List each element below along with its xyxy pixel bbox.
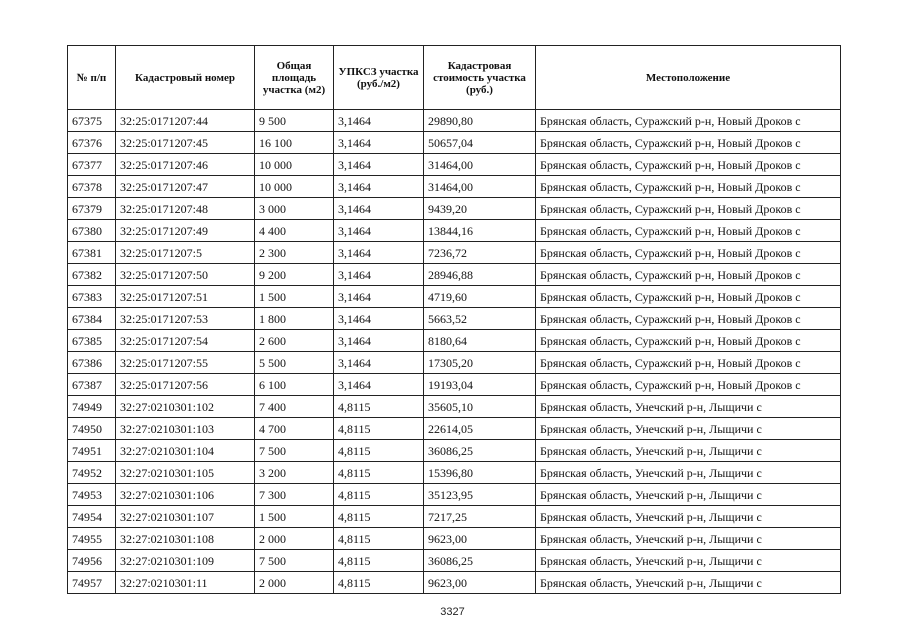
cell-cadastral-number: 32:27:0210301:108 — [116, 528, 255, 550]
cell-area: 10 000 — [255, 176, 334, 198]
cell-cadastral-number: 32:27:0210301:106 — [116, 484, 255, 506]
cell-row-number: 74956 — [68, 550, 116, 572]
cell-cadastral-number: 32:25:0171207:47 — [116, 176, 255, 198]
cell-upksz: 3,1464 — [334, 330, 424, 352]
cell-cadastral-value: 35123,95 — [424, 484, 536, 506]
cell-cadastral-number: 32:25:0171207:56 — [116, 374, 255, 396]
cell-location: Брянская область, Суражский р-н, Новый Дроков с — [536, 286, 841, 308]
cell-upksz: 4,8115 — [334, 528, 424, 550]
cell-row-number: 67375 — [68, 110, 116, 132]
header-location: Местоположение — [536, 46, 841, 110]
cell-cadastral-number: 32:25:0171207:49 — [116, 220, 255, 242]
table-row — [68, 110, 841, 132]
cell-cadastral-number: 32:25:0171207:44 — [116, 110, 255, 132]
cell-location: Брянская область, Суражский р-н, Новый Дроков с — [536, 110, 841, 132]
cell-area: 7 400 — [255, 396, 334, 418]
cell-row-number: 67385 — [68, 330, 116, 352]
cell-area: 6 100 — [255, 374, 334, 396]
cell-cadastral-value: 13844,16 — [424, 220, 536, 242]
cell-location: Брянская область, Суражский р-н, Новый Дроков с — [536, 220, 841, 242]
page-number: 3327 — [440, 606, 465, 618]
cell-cadastral-value: 50657,04 — [424, 132, 536, 154]
cell-location: Брянская область, Унечский р-н, Лыщичи с — [536, 462, 841, 484]
cell-location: Брянская область, Суражский р-н, Новый Дроков с — [536, 198, 841, 220]
cell-cadastral-value: 9623,00 — [424, 572, 536, 594]
cell-upksz: 4,8115 — [334, 506, 424, 528]
table-row — [68, 308, 841, 330]
cell-row-number: 74952 — [68, 462, 116, 484]
cell-upksz: 3,1464 — [334, 154, 424, 176]
cell-location: Брянская область, Суражский р-н, Новый Дроков с — [536, 242, 841, 264]
cell-cadastral-number: 32:25:0171207:5 — [116, 242, 255, 264]
header-area: Общая площадь участка (м2) — [255, 46, 334, 110]
cell-upksz: 3,1464 — [334, 176, 424, 198]
table-row — [68, 352, 841, 374]
cell-upksz: 4,8115 — [334, 572, 424, 594]
cell-area: 1 500 — [255, 286, 334, 308]
cell-location: Брянская область, Унечский р-н, Лыщичи с — [536, 484, 841, 506]
cell-cadastral-number: 32:27:0210301:104 — [116, 440, 255, 462]
cell-row-number: 74951 — [68, 440, 116, 462]
table-row — [68, 374, 841, 396]
cell-area: 9 200 — [255, 264, 334, 286]
cell-cadastral-number: 32:25:0171207:54 — [116, 330, 255, 352]
cell-area: 1 800 — [255, 308, 334, 330]
cell-upksz: 3,1464 — [334, 242, 424, 264]
table-row — [68, 176, 841, 198]
cell-row-number: 74953 — [68, 484, 116, 506]
cell-area: 4 700 — [255, 418, 334, 440]
table-row — [68, 528, 841, 550]
table-row — [68, 154, 841, 176]
cell-location: Брянская область, Суражский р-н, Новый Дроков с — [536, 330, 841, 352]
cell-location: Брянская область, Суражский р-н, Новый Дроков с — [536, 308, 841, 330]
cell-cadastral-number: 32:25:0171207:48 — [116, 198, 255, 220]
cell-cadastral-value: 19193,04 — [424, 374, 536, 396]
cell-row-number: 67382 — [68, 264, 116, 286]
cell-location: Брянская область, Унечский р-н, Лыщичи с — [536, 418, 841, 440]
cell-location: Брянская область, Суражский р-н, Новый Дроков с — [536, 176, 841, 198]
cell-cadastral-value: 7217,25 — [424, 506, 536, 528]
cell-cadastral-number: 32:25:0171207:51 — [116, 286, 255, 308]
table-row — [68, 396, 841, 418]
cell-location: Брянская область, Суражский р-н, Новый Дроков с — [536, 264, 841, 286]
cell-cadastral-value: 15396,80 — [424, 462, 536, 484]
cell-location: Брянская область, Суражский р-н, Новый Дроков с — [536, 132, 841, 154]
cell-cadastral-number: 32:25:0171207:55 — [116, 352, 255, 374]
cell-upksz: 4,8115 — [334, 550, 424, 572]
cell-row-number: 67376 — [68, 132, 116, 154]
cell-cadastral-number: 32:27:0210301:109 — [116, 550, 255, 572]
cadastral-table — [67, 45, 841, 594]
cell-cadastral-value: 9623,00 — [424, 528, 536, 550]
cell-upksz: 3,1464 — [334, 264, 424, 286]
cell-row-number: 74949 — [68, 396, 116, 418]
table-row — [68, 264, 841, 286]
cell-upksz: 3,1464 — [334, 374, 424, 396]
cell-row-number: 67383 — [68, 286, 116, 308]
cell-location: Брянская область, Унечский р-н, Лыщичи с — [536, 572, 841, 594]
cell-area: 1 500 — [255, 506, 334, 528]
cell-upksz: 3,1464 — [334, 286, 424, 308]
cell-row-number: 67377 — [68, 154, 116, 176]
cell-row-number: 74954 — [68, 506, 116, 528]
cell-location: Брянская область, Унечский р-н, Лыщичи с — [536, 440, 841, 462]
header-cadastral-number: Кадастровый номер — [116, 46, 255, 110]
table-body — [68, 110, 841, 594]
cell-row-number: 67387 — [68, 374, 116, 396]
cell-cadastral-value: 35605,10 — [424, 396, 536, 418]
cell-location: Брянская область, Суражский р-н, Новый Дроков с — [536, 154, 841, 176]
cell-row-number: 67386 — [68, 352, 116, 374]
cell-cadastral-value: 17305,20 — [424, 352, 536, 374]
cell-upksz: 4,8115 — [334, 418, 424, 440]
cell-cadastral-number: 32:27:0210301:107 — [116, 506, 255, 528]
cell-row-number: 67380 — [68, 220, 116, 242]
cell-area: 2 300 — [255, 242, 334, 264]
cell-location: Брянская область, Унечский р-н, Лыщичи с — [536, 506, 841, 528]
cell-row-number: 74957 — [68, 572, 116, 594]
cell-cadastral-number: 32:27:0210301:102 — [116, 396, 255, 418]
cell-cadastral-value: 9439,20 — [424, 198, 536, 220]
header-row-number: № п/п — [68, 46, 116, 110]
cell-cadastral-number: 32:25:0171207:53 — [116, 308, 255, 330]
cell-cadastral-number: 32:27:0210301:105 — [116, 462, 255, 484]
cell-upksz: 3,1464 — [334, 110, 424, 132]
cell-location: Брянская область, Суражский р-н, Новый Дроков с — [536, 374, 841, 396]
cell-cadastral-value: 31464,00 — [424, 176, 536, 198]
cell-upksz: 3,1464 — [334, 352, 424, 374]
cell-row-number: 74950 — [68, 418, 116, 440]
table-row — [68, 506, 841, 528]
table-row — [68, 220, 841, 242]
cell-cadastral-value: 31464,00 — [424, 154, 536, 176]
cell-cadastral-value: 7236,72 — [424, 242, 536, 264]
table-row — [68, 286, 841, 308]
cell-upksz: 3,1464 — [334, 220, 424, 242]
cell-cadastral-value: 5663,52 — [424, 308, 536, 330]
table-row — [68, 418, 841, 440]
table-row — [68, 440, 841, 462]
cell-row-number: 74955 — [68, 528, 116, 550]
table-row — [68, 198, 841, 220]
cell-area: 7 500 — [255, 550, 334, 572]
cell-cadastral-number: 32:25:0171207:45 — [116, 132, 255, 154]
cell-cadastral-number: 32:25:0171207:50 — [116, 264, 255, 286]
cell-cadastral-value: 22614,05 — [424, 418, 536, 440]
cell-area: 16 100 — [255, 132, 334, 154]
cell-cadastral-value: 29890,80 — [424, 110, 536, 132]
cell-upksz: 3,1464 — [334, 132, 424, 154]
cell-cadastral-value: 8180,64 — [424, 330, 536, 352]
header-upksz: УПКСЗ участка (руб./м2) — [334, 46, 424, 110]
cell-area: 9 500 — [255, 110, 334, 132]
cell-row-number: 67378 — [68, 176, 116, 198]
cell-upksz: 3,1464 — [334, 198, 424, 220]
cell-cadastral-value: 36086,25 — [424, 440, 536, 462]
cell-area: 2 000 — [255, 572, 334, 594]
cell-row-number: 67379 — [68, 198, 116, 220]
cell-row-number: 67381 — [68, 242, 116, 264]
table-row — [68, 242, 841, 264]
cell-upksz: 4,8115 — [334, 462, 424, 484]
cell-cadastral-value: 4719,60 — [424, 286, 536, 308]
cell-area: 5 500 — [255, 352, 334, 374]
cell-row-number: 67384 — [68, 308, 116, 330]
table-header-row — [68, 46, 841, 110]
cell-location: Брянская область, Унечский р-н, Лыщичи с — [536, 550, 841, 572]
table-row — [68, 132, 841, 154]
table-row — [68, 572, 841, 594]
cell-location: Брянская область, Суражский р-н, Новый Дроков с — [536, 352, 841, 374]
cell-cadastral-value: 36086,25 — [424, 550, 536, 572]
cell-location: Брянская область, Унечский р-н, Лыщичи с — [536, 396, 841, 418]
cell-upksz: 4,8115 — [334, 484, 424, 506]
cell-upksz: 3,1464 — [334, 308, 424, 330]
cell-cadastral-number: 32:27:0210301:103 — [116, 418, 255, 440]
cell-area: 7 300 — [255, 484, 334, 506]
cell-area: 2 000 — [255, 528, 334, 550]
cell-location: Брянская область, Унечский р-н, Лыщичи с — [536, 528, 841, 550]
table-row — [68, 462, 841, 484]
table-row — [68, 484, 841, 506]
header-cadastral-value: Кадастровая стоимость участка (руб.) — [424, 46, 536, 110]
cell-cadastral-value: 28946,88 — [424, 264, 536, 286]
cell-upksz: 4,8115 — [334, 396, 424, 418]
cell-area: 4 400 — [255, 220, 334, 242]
cell-area: 3 000 — [255, 198, 334, 220]
cell-area: 2 600 — [255, 330, 334, 352]
table-row — [68, 330, 841, 352]
cell-cadastral-number: 32:27:0210301:11 — [116, 572, 255, 594]
cell-area: 10 000 — [255, 154, 334, 176]
table-row — [68, 550, 841, 572]
cell-upksz: 4,8115 — [334, 440, 424, 462]
cell-area: 7 500 — [255, 440, 334, 462]
cell-cadastral-number: 32:25:0171207:46 — [116, 154, 255, 176]
cell-area: 3 200 — [255, 462, 334, 484]
document-sheet — [67, 45, 841, 594]
